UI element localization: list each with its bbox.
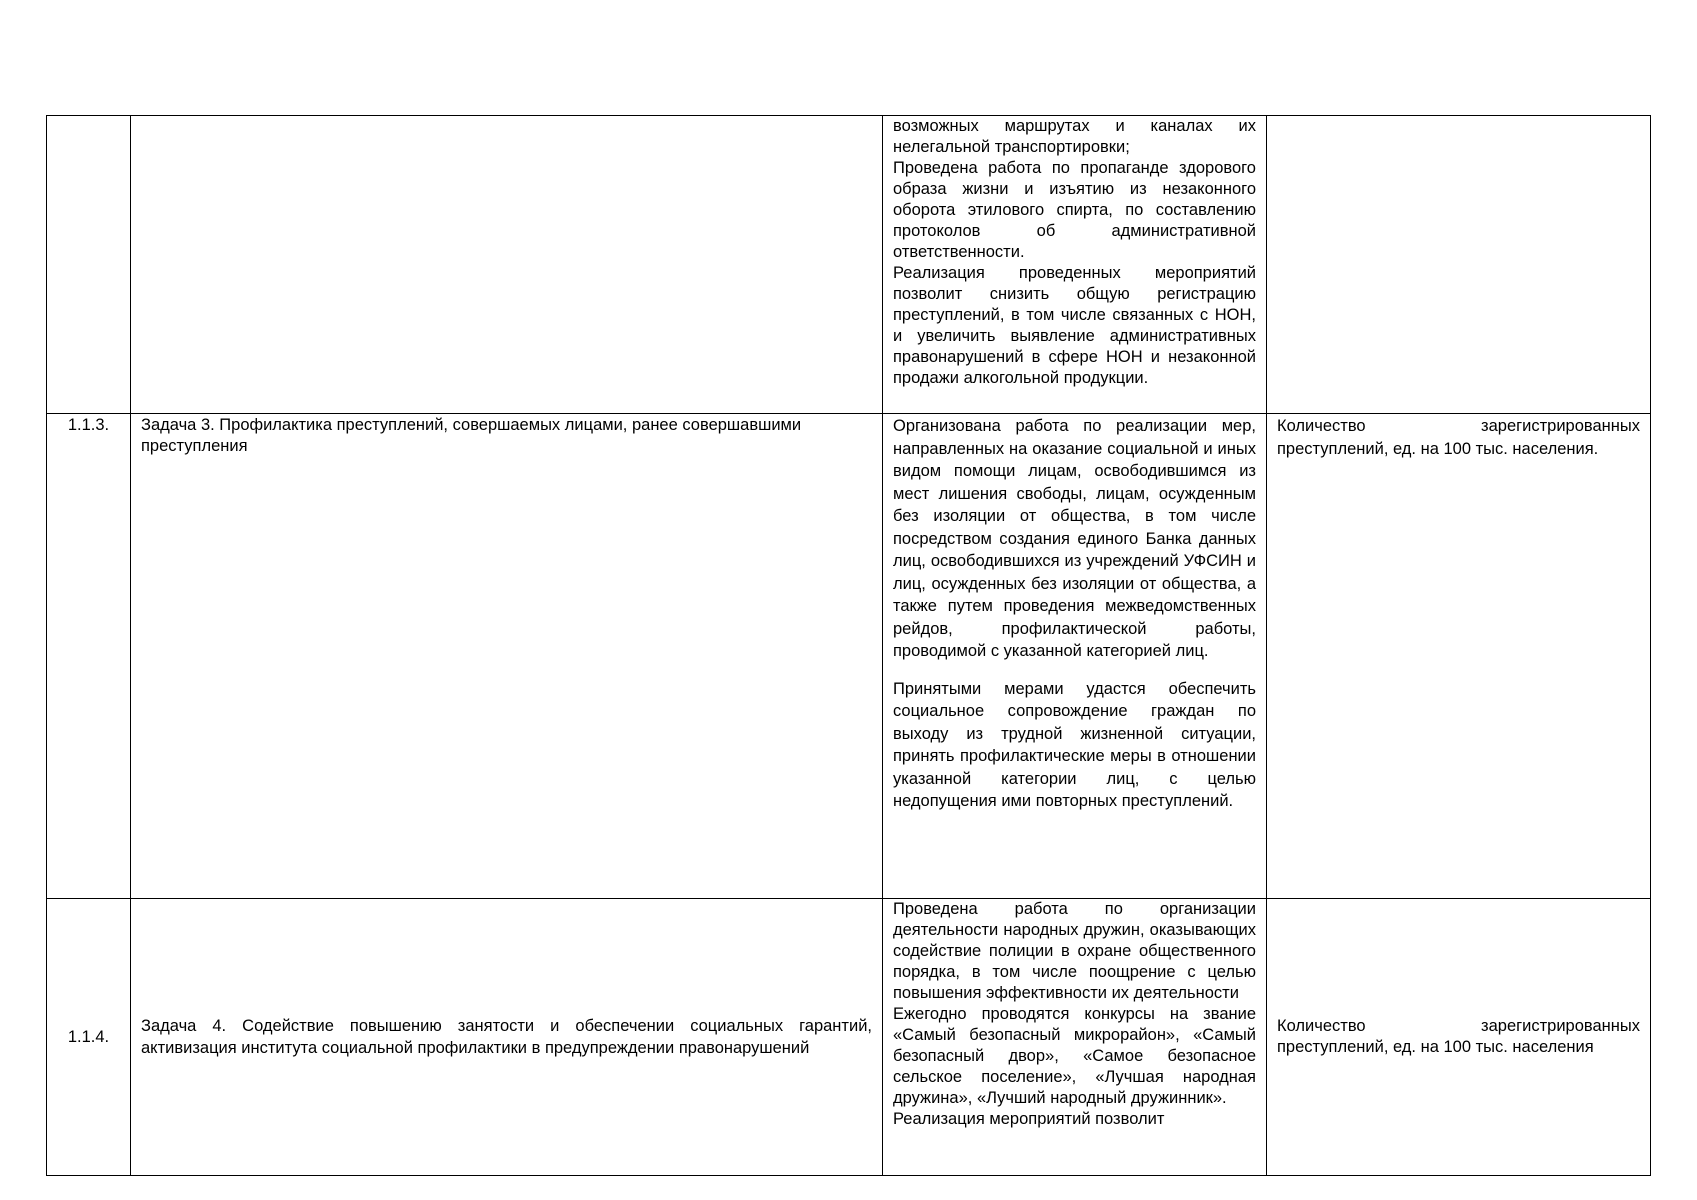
indicator-cell: Количество зарегистрированных преступлений, ед. на 100 тыс. населения <box>1267 899 1651 1176</box>
task-cell <box>131 116 883 414</box>
indicator-cell <box>1267 116 1651 414</box>
indicator-cell: Количество зарегистрированных преступлений, ед. на 100 тыс. населения. <box>1267 414 1651 899</box>
measures-cell <box>883 414 1267 899</box>
table-row <box>47 414 1651 899</box>
measures-paragraph: Ежегодно проводятся конкурсы на звание «Самый безопасный микрорайон», «Самый безопасный двор», «Самое безопасное сельское поселение», «Лучшая народная дружина», «Лучший народный дружинник». <box>893 1005 1256 1107</box>
table-row <box>47 116 1651 414</box>
task-cell: Задача 3. Профилактика преступлений, совершаемых лицами, ранее совершавшими преступления <box>131 414 883 899</box>
paragraph-spacer <box>893 663 1256 678</box>
table-row <box>47 899 1651 1176</box>
task-cell: Задача 4. Содействие повышению занятости и обеспечении социальных гарантий, активизация института социальной профилактики в предупреждении правонарушений <box>131 899 883 1176</box>
measures-paragraph: Организована работа по реализации мер, направленных на оказание социальной и иных видом помощи лицам, освободившимся из мест лишения свободы, лицам, осужденным без изоляции от общества, в том числе посредством создания единого Банка данных лиц, освободившихся из учреждений УФСИН и лиц, осужденных без изоляции от общества, а также путем проведения межведомственных рейдов, профилактической работы, проводимой с указанной категорией лиц. <box>893 417 1256 660</box>
measures-paragraph: возможных маршрутах и каналах их нелегальной транспортировки; <box>893 117 1256 156</box>
measures-paragraph: Принятыми мерами удастся обеспечить социальное сопровождение граждан по выходу из трудной жизненной ситуации, принять профилактические меры в отношении указанной категории лиц, с целью недопущения ими повторных преступлений. <box>893 679 1256 810</box>
measures-cell <box>883 899 1267 1176</box>
row-number-cell: 1.1.3. <box>47 414 131 899</box>
row-number-cell: 1.1.4. <box>47 899 131 1176</box>
row-number-cell <box>47 116 131 414</box>
measures-cell <box>883 116 1267 414</box>
program-table <box>46 115 1651 1176</box>
measures-paragraph: Проведена работа по организации деятельности народных дружин, оказывающих содействие полиции в охране общественного порядка, в том числе поощрение с целью повышения эффективности их деятельности <box>893 900 1256 1002</box>
measures-paragraph: Реализация проведенных мероприятий позволит снизить общую регистрацию преступлений, в том числе связанных с НОН, и увеличить выявление административных правонарушений в сфере НОН и незаконной продажи алкогольной продукции. <box>893 264 1256 387</box>
measures-paragraph: Проведена работа по пропаганде здорового образа жизни и изъятию из незаконного оборота этилового спирта, по составлению протоколов об административной ответственности. <box>893 159 1256 261</box>
measures-paragraph: Реализация мероприятий позволит <box>893 1110 1165 1128</box>
